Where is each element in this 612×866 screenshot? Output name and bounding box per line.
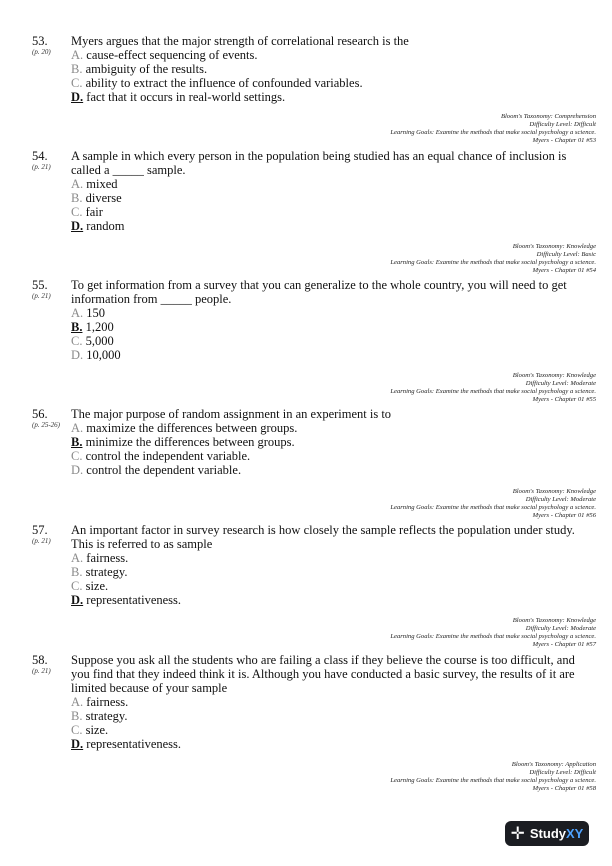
question-55 [32, 278, 582, 362]
question-number: 58. [32, 653, 48, 667]
question-54 [32, 149, 582, 233]
option-d-correct: D. representativeness. [71, 737, 182, 751]
option-a: A. mixed [71, 177, 118, 191]
options-list [71, 177, 582, 233]
question-number: 57. [32, 523, 48, 537]
question-stem: Suppose you ask all the students who are failing a class if they believe the course is too difficult, and you find that they indeed think it is. Although you have conducted a basic survey, the results of it are limited because of your sample [71, 653, 575, 695]
option-c: C. ability to extract the influence of confounded variables. [71, 76, 363, 90]
question-stem: To get information from a survey that you can generalize to the whole country, you will need to get information from _____ people. [71, 278, 567, 306]
brand-name: StudyXY [529, 826, 584, 841]
question-stem: Myers argues that the major strength of correlational research is the [71, 34, 409, 48]
options-list [71, 695, 582, 751]
option-a: A. 150 [71, 306, 106, 320]
page-reference: (p. 20) [32, 48, 51, 56]
page-reference: (p. 21) [32, 292, 51, 300]
question-57 [32, 523, 582, 607]
question-metadata: Bloom's Taxonomy: Knowledge Difficulty Level: Moderate Learning Goals: Examine the methods that make social psychology a science. Myers - Chapter 01 #55 [390, 372, 596, 403]
option-a: A. fairness. [71, 551, 129, 565]
question-stem: The major purpose of random assignment in an experiment is to [71, 407, 392, 421]
question-stem: An important factor in survey research is how closely the sample reflects the population under study. This is referred to as sample [71, 523, 575, 551]
option-b-correct: B. minimize the differences between groups. [71, 435, 295, 449]
option-d-correct: D. fact that it occurs in real-world settings. [71, 90, 286, 104]
option-c: C. size. [71, 579, 109, 593]
question-number: 53. [32, 34, 48, 48]
question-metadata: Bloom's Taxonomy: Application Difficulty Level: Difficult Learning Goals: Examine the methods that make social psychology a science. Myers - Chapter 01 #58 [390, 761, 596, 792]
option-b: B. diverse [71, 191, 122, 205]
question-53 [32, 34, 582, 104]
option-c: C. fair [71, 205, 103, 219]
question-stem: A sample in which every person in the population being studied has an equal chance of inclusion is called a _____ sample. [71, 149, 567, 177]
question-metadata: Bloom's Taxonomy: Knowledge Difficulty Level: Basic Learning Goals: Examine the methods that make social psychology a science. Myers - Chapter 01 #54 [390, 243, 596, 274]
question-metadata: Bloom's Taxonomy: Knowledge Difficulty Level: Moderate Learning Goals: Examine the methods that make social psychology a science. Myers - Chapter 01 #56 [390, 488, 596, 519]
option-b: B. ambiguity of the results. [71, 62, 208, 76]
option-d: D. control the dependent variable. [71, 463, 242, 477]
option-a: A. cause-effect sequencing of events. [71, 48, 258, 62]
option-c: C. 5,000 [71, 334, 114, 348]
question-metadata: Bloom's Taxonomy: Knowledge Difficulty Level: Moderate Learning Goals: Examine the methods that make social psychology a science. Myers - Chapter 01 #57 [390, 617, 596, 648]
options-list [71, 551, 582, 607]
options-list [71, 306, 582, 362]
plus-icon: ✛ [510, 824, 525, 843]
page-reference: (p. 25-26) [32, 421, 60, 429]
question-56 [32, 407, 582, 477]
options-list [71, 48, 582, 104]
option-c: C. size. [71, 723, 109, 737]
question-number: 55. [32, 278, 48, 292]
page-reference: (p. 21) [32, 667, 51, 675]
options-list [71, 421, 582, 477]
option-d-correct: D. random [71, 219, 125, 233]
option-a: A. fairness. [71, 695, 129, 709]
question-metadata: Bloom's Taxonomy: Comprehension Difficulty Level: Difficult Learning Goals: Examine the methods that make social psychology a science. Myers - Chapter 01 #53 [390, 113, 596, 144]
question-number: 56. [32, 407, 48, 421]
page-reference: (p. 21) [32, 537, 51, 545]
option-d-correct: D. representativeness. [71, 593, 182, 607]
option-b: B. strategy. [71, 565, 128, 579]
studyxy-logo-badge[interactable] [505, 821, 589, 846]
page-reference: (p. 21) [32, 163, 51, 171]
option-b-correct: B. 1,200 [71, 320, 114, 334]
option-c: C. control the independent variable. [71, 449, 251, 463]
option-b: B. strategy. [71, 709, 128, 723]
option-a: A. maximize the differences between groups. [71, 421, 298, 435]
option-d: D. 10,000 [71, 348, 121, 362]
question-58 [32, 653, 582, 751]
question-number: 54. [32, 149, 48, 163]
